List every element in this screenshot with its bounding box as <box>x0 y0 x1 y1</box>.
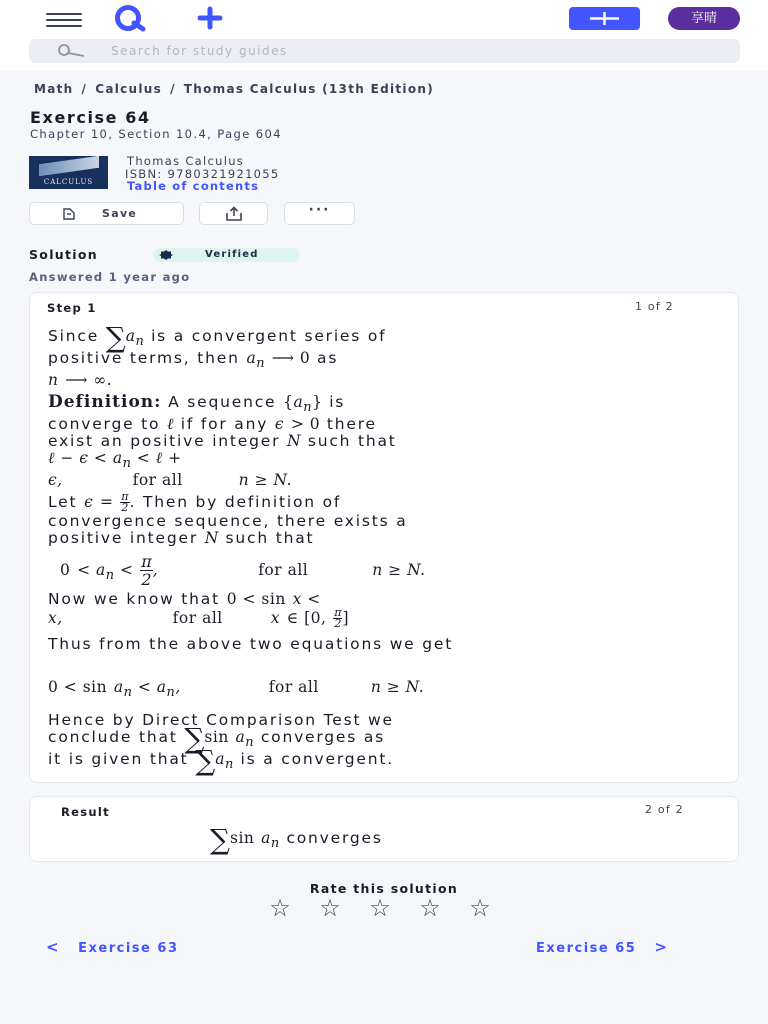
star-1-icon[interactable]: ☆ <box>269 894 291 922</box>
result-counter: 2 of 2 <box>645 803 684 816</box>
menu-icon[interactable] <box>46 10 82 28</box>
previous-exercise-link[interactable] <box>46 938 178 956</box>
step-equation-1: $0 < a_n$ < $\frac{\pi}{2}$ , for all n ≥ N. <box>60 552 426 589</box>
verified-badge <box>153 248 300 262</box>
book-cover[interactable] <box>29 156 108 189</box>
save-label: Save <box>102 207 138 220</box>
book-title: Thomas Calculus <box>127 154 245 168</box>
result-card <box>29 796 739 862</box>
step-text-thus: Thus from the above two equations we get <box>48 635 454 653</box>
share-icon <box>224 206 244 222</box>
solution-heading: Solution <box>29 247 98 262</box>
verified-icon <box>159 250 173 260</box>
page-subtitle: Chapter 10, Section 10.4, Page 604 <box>30 127 282 141</box>
share-button[interactable] <box>199 202 268 225</box>
breadcrumb: Math / Calculus / Thomas Calculus (13th Edition) <box>34 82 434 96</box>
book-isbn: ISBN: 9780321921055 <box>125 167 280 181</box>
search-icon <box>54 43 86 59</box>
breadcrumb-book[interactable]: Thomas Calculus (13th Edition) <box>183 82 434 96</box>
plus-icon <box>569 7 640 30</box>
star-2-icon[interactable]: ☆ <box>319 894 341 922</box>
star-3-icon[interactable]: ☆ <box>369 894 391 922</box>
star-5-icon[interactable]: ☆ <box>469 894 491 922</box>
result-text: ∑sin $a_n$ converges <box>210 823 383 856</box>
book-cover-word: CALCULUS <box>43 178 94 186</box>
step-text-let: Let ϵ = $\frac{\pi}{2}$ . Then by definition of convergence sequence, there exists a positive integer N such that <box>48 490 408 547</box>
avatar[interactable]: 享晴 <box>668 7 740 30</box>
step-text-intro: Since $\sum a_n$ is a convergent series of positive terms, then $a_n$ ⟶ 0 as n ⟶ ∞. <box>48 321 387 390</box>
step-text-now: Now we know that 0 < sin x < x, for all x ∈ [0, $\frac{\pi}{2}$ ] <box>48 590 349 630</box>
search-input[interactable] <box>111 41 711 61</box>
quizlet-logo[interactable] <box>114 4 224 32</box>
step-counter: 1 of 2 <box>635 300 674 313</box>
star-4-icon[interactable]: ☆ <box>419 894 441 922</box>
chevron-right-icon: > <box>654 938 669 956</box>
next-exercise-link[interactable] <box>536 938 668 956</box>
step-text-definition: Definition: A sequence $\{a_n\}$ is converge to ℓ if for any ϵ > 0 there exist an positive integer N such that ℓ − $\epsilon < a_n$ < ℓ + ϵ, for all n ≥ N. <box>48 392 397 490</box>
step-equation-2: $0 < \sin a_n < a_n$, for all n ≥ N. <box>48 678 425 701</box>
previous-exercise-label: Exercise 63 <box>78 941 179 956</box>
step-label: Step 1 <box>47 301 97 315</box>
step-card <box>29 292 739 783</box>
more-options-button[interactable]: ··· <box>284 202 355 225</box>
step-text-hence: Hence by Direct Comparison Test we conclude that ∑sin $a_n$ converges as it is given that $\sum a_n$ is a convergent. <box>48 711 394 778</box>
verified-label: Verified <box>205 249 259 260</box>
answered-timestamp: Answered 1 year ago <box>29 270 191 284</box>
next-exercise-label: Exercise 65 <box>536 941 637 956</box>
rate-heading: Rate this solution <box>309 881 459 896</box>
result-label: Result <box>61 805 110 819</box>
save-icon <box>62 208 76 220</box>
save-button[interactable] <box>29 202 184 225</box>
breadcrumb-math[interactable]: Math <box>34 82 74 96</box>
page-title: Exercise 64 <box>30 108 151 127</box>
create-button[interactable] <box>569 7 640 30</box>
search-bar[interactable] <box>29 39 740 63</box>
breadcrumb-calculus[interactable]: Calculus <box>95 82 163 96</box>
top-header <box>0 0 768 70</box>
table-of-contents-link[interactable]: Table of contents <box>127 179 260 193</box>
chevron-left-icon: < <box>46 938 61 956</box>
